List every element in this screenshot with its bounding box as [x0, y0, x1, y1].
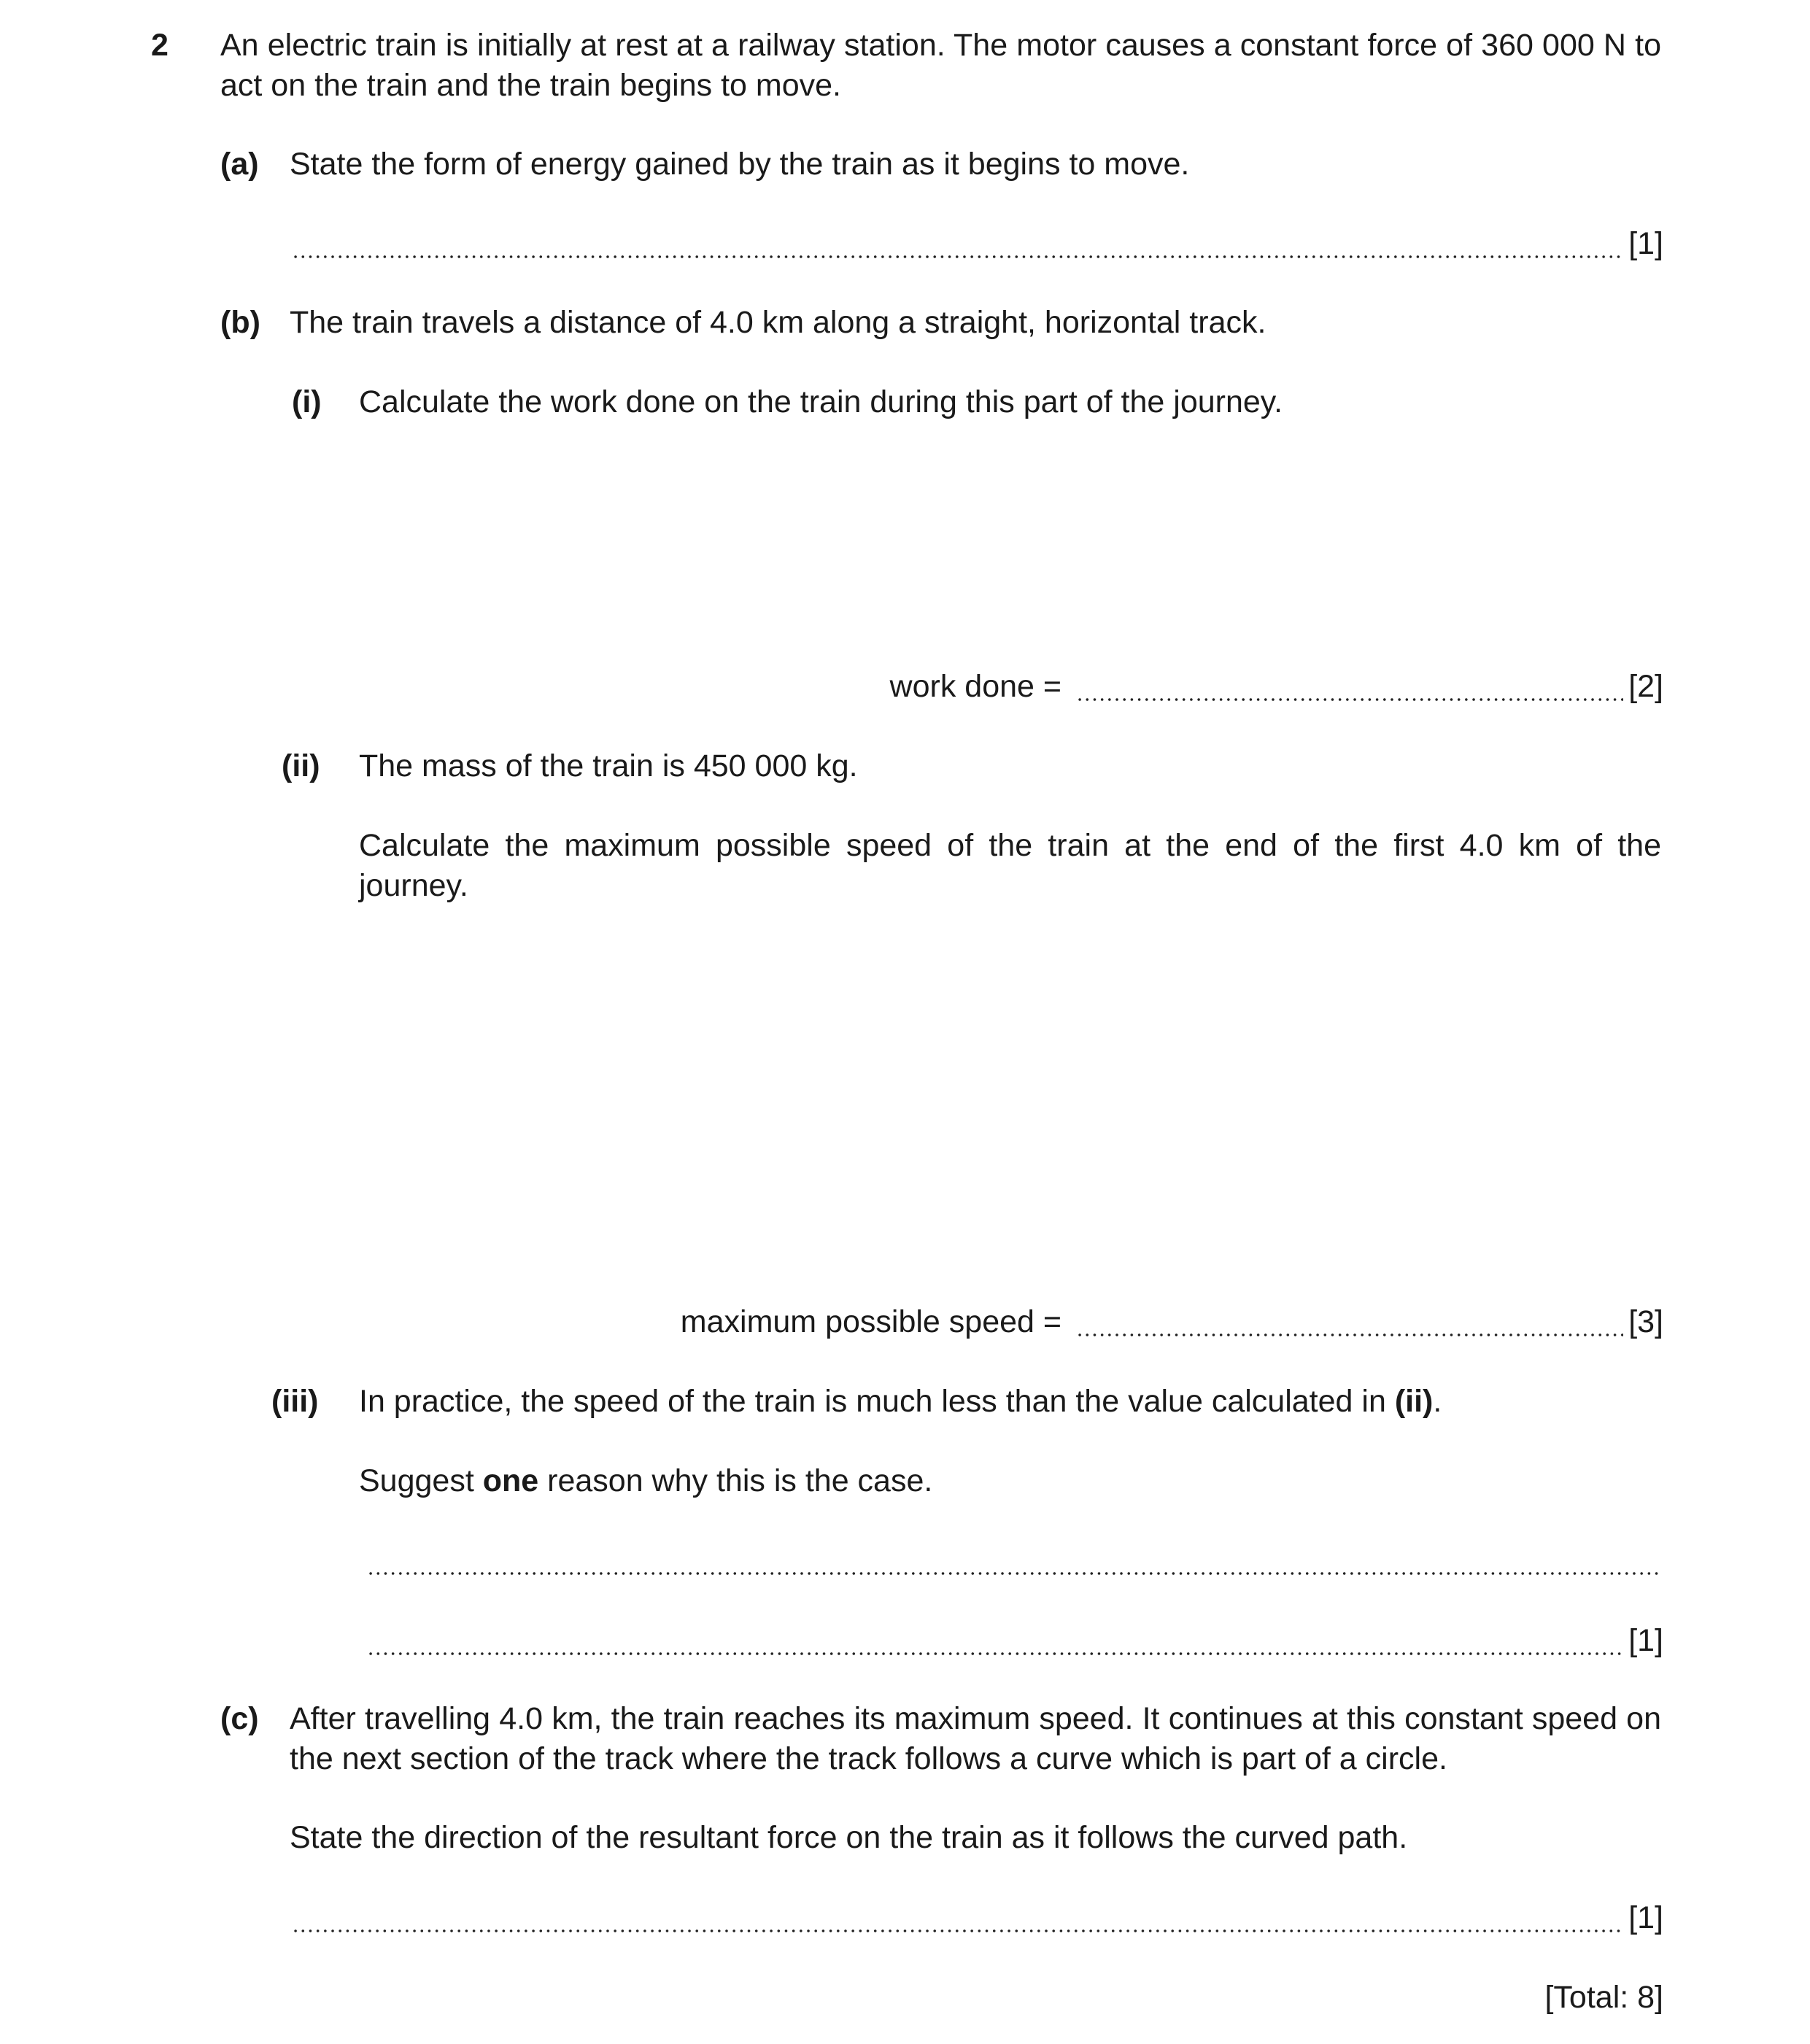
- part-b-text: The train travels a distance of 4.0 km along a straight, horizontal track.: [290, 305, 1266, 340]
- part-c-label: (c): [220, 1701, 259, 1736]
- part-b-iii-suggest-bold: one: [482, 1463, 539, 1498]
- part-c-mark: [1]: [1628, 1900, 1663, 1935]
- part-b-iii-mark: [1]: [1628, 1623, 1663, 1658]
- part-b-iii-label: (iii): [271, 1384, 319, 1419]
- part-b-ii-question-text: Calculate the maximum possible speed of the train at the end of the first 4.0 km of the journey.: [359, 828, 1661, 903]
- part-b-label: (b): [220, 305, 260, 340]
- part-c-text: After travelling 4.0 km, the train reaches its maximum speed. It continues at this constant speed on the next section of the track where the track follows a curve which is part of a circle.: [290, 1701, 1661, 1776]
- part-a-answer-line[interactable]: [292, 255, 1623, 258]
- part-a-label: (a): [220, 147, 259, 182]
- part-b-iii-answer-line-2[interactable]: [367, 1652, 1623, 1655]
- work-done-answer-line[interactable]: [1076, 698, 1623, 701]
- part-b-ii-mark: [3]: [1628, 1304, 1663, 1339]
- part-b-i-text: Calculate the work done on the train during this part of the journey.: [359, 384, 1283, 419]
- part-b-iii-text: [359, 1382, 1442, 1422]
- part-b-iii-suggest: [359, 1461, 932, 1501]
- part-b-i-label: (i): [292, 384, 322, 419]
- part-a-text: State the form of energy gained by the train as it begins to move.: [290, 147, 1190, 182]
- question-intro: An electric train is initially at rest at a railway station. The motor causes a constant force of 360 000 N to act on the train and the train begins to move.: [220, 28, 1661, 103]
- question-number: 2: [151, 28, 169, 63]
- part-b-ii-mass-text: The mass of the train is 450 000 kg.: [359, 748, 858, 783]
- part-a-mark: [1]: [1628, 226, 1663, 261]
- total-marks: [Total: 8]: [1544, 1980, 1663, 2015]
- part-b-iii-text-ref: (ii): [1394, 1384, 1434, 1419]
- part-b-iii-answer-line-1[interactable]: [367, 1572, 1662, 1575]
- part-c-question-text: State the direction of the resultant force on the train as it follows the curved path.: [290, 1820, 1408, 1855]
- max-speed-label: maximum possible speed =: [680, 1304, 1061, 1339]
- part-b-ii-label: (ii): [282, 748, 320, 783]
- max-speed-answer-line[interactable]: [1076, 1333, 1623, 1336]
- part-b-iii-suggest-end: reason why this is the case.: [538, 1463, 933, 1498]
- work-done-label: work done =: [889, 669, 1061, 704]
- part-b-iii-suggest-start: Suggest: [359, 1463, 483, 1498]
- part-b-iii-text-main: In practice, the speed of the train is much less than the value calculated in: [359, 1384, 1395, 1419]
- part-c-answer-line[interactable]: [292, 1929, 1623, 1932]
- part-b-iii-text-end: .: [1433, 1384, 1442, 1419]
- part-b-i-mark: [2]: [1628, 669, 1663, 704]
